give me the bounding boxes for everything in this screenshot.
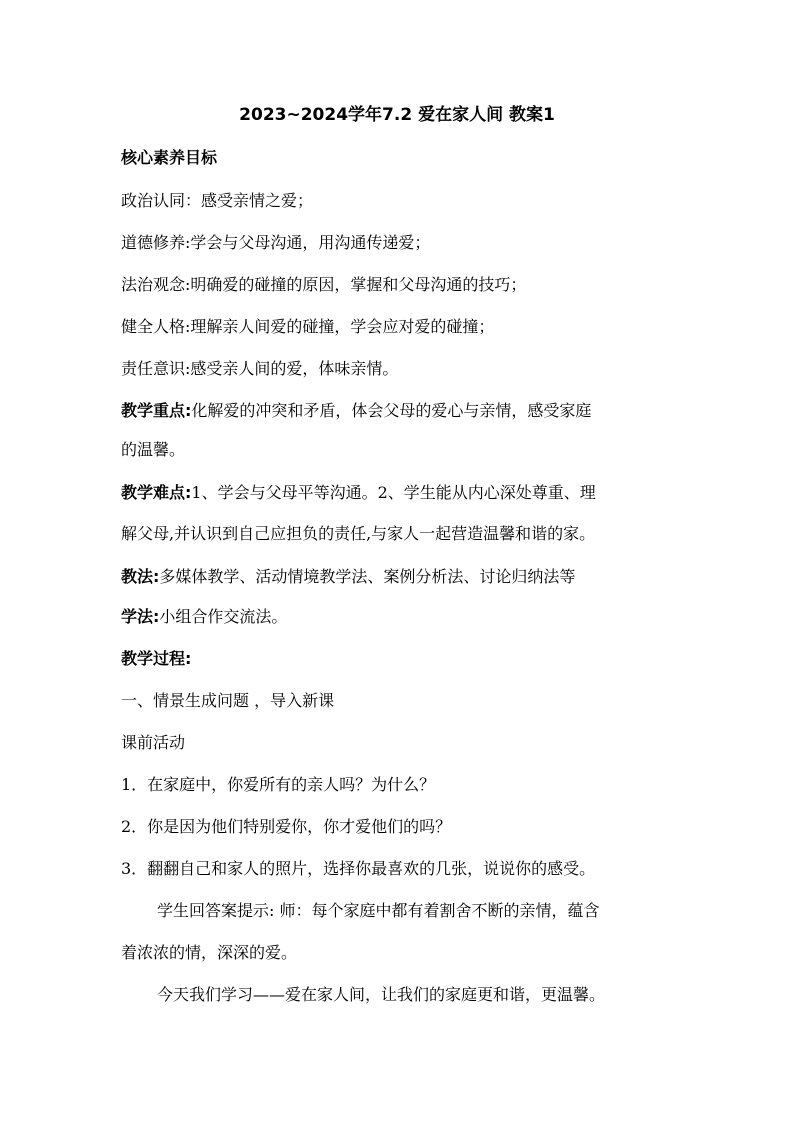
core-goals-heading: 核心素养目标 [121, 148, 218, 167]
answer-hint-line-1: 学生回答案提示: 师：每个家庭中都有着割舍不断的亲情，蕴含 [157, 901, 600, 920]
difficult-points-line-1 [121, 481, 681, 505]
teaching-methods-text: 多媒体教学、活动情境教学法、案例分析法、讨论归纳法等 [159, 567, 576, 586]
difficult-points-line-2: 解父母,并认识到自己应担负的责任,与家人一起营造温馨和谐的家。 [121, 524, 596, 543]
goal-morality: 道德修养:学会与父母沟通，用沟通传递爱； [121, 233, 431, 252]
teaching-methods-label: 教法: [121, 567, 160, 586]
today-lesson: 今天我们学习——爱在家人间，让我们的家庭更和谐，更温馨。 [157, 985, 606, 1004]
learning-methods [121, 605, 681, 629]
key-points-text: 化解爱的冲突和矛盾，体会父母的爱心与亲情，感受家庭 [191, 401, 592, 420]
question-2: 2．你是因为他们特别爱你，你才爱他们的吗？ [121, 817, 452, 836]
question-1: 1．在家庭中，你爱所有的亲人吗？为什么？ [121, 775, 436, 794]
process-heading: 教学过程: [121, 649, 192, 668]
key-points-label: 教学重点: [121, 401, 192, 420]
goal-personality: 健全人格:理解亲人间爱的碰撞，学会应对爱的碰撞； [121, 317, 495, 336]
document-title: 2023~2024学年7.2 爱在家人间 教案1 [239, 105, 555, 125]
question-3: 3．翻翻自己和家人的照片，选择你最喜欢的几张，说说你的感受。 [121, 859, 596, 878]
section1-heading: 一、情景生成问题 ，导入新课 [121, 691, 335, 710]
key-points-line-2: 的温馨。 [121, 440, 186, 459]
difficult-points-text: 1、学会与父母平等沟通。2、学生能从内心深处尊重、理 [191, 483, 596, 502]
teaching-methods [121, 565, 681, 589]
learning-methods-label: 学法: [121, 607, 160, 626]
answer-hint-line-2: 着浓浓的情，深深的爱。 [121, 943, 298, 962]
goal-rule-of-law: 法治观念:明确爱的碰撞的原因，掌握和父母沟通的技巧； [121, 275, 527, 294]
difficult-points-label: 教学难点: [121, 483, 192, 502]
goal-responsibility: 责任意识:感受亲人间的爱，体味亲情。 [121, 359, 399, 378]
key-points-line-1 [121, 399, 681, 423]
pre-class-activity: 课前活动 [121, 733, 186, 752]
goal-political: 政治认同：感受亲情之爱； [121, 191, 314, 210]
learning-methods-text: 小组合作交流法。 [159, 607, 288, 626]
